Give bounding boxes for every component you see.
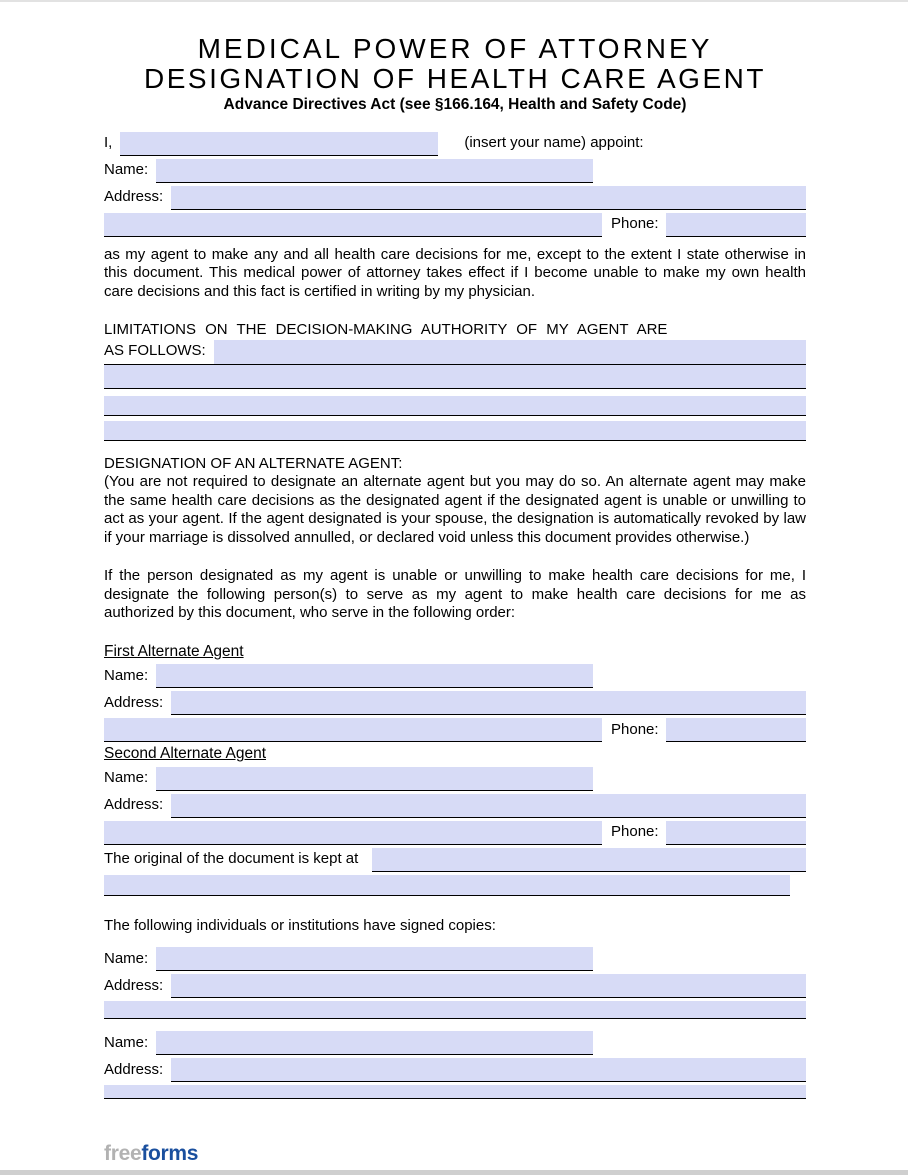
name-label: Name: xyxy=(104,1033,149,1051)
agent-phone-field[interactable] xyxy=(666,213,806,237)
address-label: Address: xyxy=(104,693,164,711)
copy2-block xyxy=(104,1031,806,1099)
logo-forms-text: forms xyxy=(141,1141,199,1165)
page-top-edge xyxy=(0,0,908,2)
address-label: Address: xyxy=(104,1060,164,1078)
agent-address2-field[interactable] xyxy=(104,213,602,237)
limitations-field-1[interactable] xyxy=(214,340,806,364)
alternate-agent-note: (You are not required to designate an alternate agent but you may do so. An alternate agent may make the same health care decisions as the designated agent if the designated agent is unable or unwilling to act as your agent. If the agent designated is your spouse, the designation is automatically revoked by law if your marriage is dissolved annulled, or declared void unless this document provides otherwise.) xyxy=(104,473,806,546)
alternate-agent-heading: DESIGNATION OF AN ALTERNATE AGENT: xyxy=(104,454,403,472)
agent-powers-paragraph: as my agent to make any and all health care decisions for me, except to the extent I state otherwise in this document. This medical power of attorney takes effect if I become unable to make my own health care decisions and this fact is certified in writing by my physician. xyxy=(104,245,806,300)
principal-name-field[interactable] xyxy=(120,132,438,156)
alt1-name-field[interactable] xyxy=(156,664,593,688)
first-alternate-block xyxy=(104,664,806,742)
copy1-address-row xyxy=(104,974,806,998)
alt1-name-row xyxy=(104,664,806,688)
address-label: Address: xyxy=(104,976,164,994)
first-alternate-heading: First Alternate Agent xyxy=(104,642,244,660)
limitations-row-1 xyxy=(104,340,806,365)
kept-at-field-2[interactable] xyxy=(104,875,790,896)
agent-address-field[interactable] xyxy=(171,186,806,210)
logo-free-text: free xyxy=(104,1141,142,1165)
alt2-phone-field[interactable] xyxy=(666,821,806,845)
alt1-phone-field[interactable] xyxy=(666,718,806,742)
form-subtitle: Advance Directives Act (see §166.164, Health and Safety Code) xyxy=(223,96,687,113)
name-label: Name: xyxy=(104,161,149,178)
kept-at-row xyxy=(104,848,806,872)
alt1-phone-row xyxy=(104,718,806,742)
agent-phone-row xyxy=(104,213,806,237)
phone-label: Phone: xyxy=(611,215,659,232)
form-title-line2: DESIGNATION OF HEALTH CARE AGENT xyxy=(144,63,766,94)
agent-name-row xyxy=(104,159,806,183)
copy2-address-row xyxy=(104,1058,806,1082)
phone-label: Phone: xyxy=(611,823,659,840)
copy1-block xyxy=(104,947,806,1019)
name-label: Name: xyxy=(104,949,149,967)
kept-at-label: The original of the document is kept at xyxy=(104,850,359,867)
copy1-name-row xyxy=(104,947,806,971)
phone-label: Phone: xyxy=(611,720,659,738)
name-label: Name: xyxy=(104,769,149,786)
alt2-name-field[interactable] xyxy=(156,767,593,791)
second-alternate-heading: Second Alternate Agent xyxy=(104,745,267,762)
form-title-line1: MEDICAL POWER OF ATTORNEY xyxy=(197,33,713,64)
alternate-order-paragraph: If the person designated as my agent is unable or unwilling to make health care decisions for me, I designate the following person(s) to serve as my agent to make health care decisions for me as authorized by this document, who serve in the following order: xyxy=(104,567,806,621)
alt1-address-field[interactable] xyxy=(171,691,806,715)
address-label: Address: xyxy=(104,188,164,205)
alt1-address-row xyxy=(104,691,806,715)
alt2-phone-row xyxy=(104,821,806,845)
limitations-field-3[interactable] xyxy=(104,396,806,416)
agent-name-field[interactable] xyxy=(156,159,593,183)
copy2-address-field[interactable] xyxy=(171,1058,806,1082)
insert-name-hint: (insert your name) appoint: xyxy=(464,134,644,151)
page-bottom-edge xyxy=(0,1170,908,1175)
alt2-address2-field[interactable] xyxy=(104,821,602,845)
i-label: I, xyxy=(104,134,113,151)
alt2-address-row xyxy=(104,794,806,818)
limitations-field-4[interactable] xyxy=(104,421,806,441)
signed-copies-label: The following individuals or institutions have signed copies: xyxy=(104,916,496,934)
agent-address-row xyxy=(104,186,806,210)
limitations-heading-line1: LIMITATIONS ON THE DECISION-MAKING AUTHORITY OF MY AGENT ARE xyxy=(104,321,668,338)
limitations-field-2[interactable] xyxy=(104,365,806,389)
copy1-name-field[interactable] xyxy=(156,947,593,971)
kept-at-field[interactable] xyxy=(372,848,806,872)
copy1-address2-field[interactable] xyxy=(104,1001,806,1019)
second-alternate-block xyxy=(104,767,806,845)
name-label: Name: xyxy=(104,666,149,684)
address-label: Address: xyxy=(104,796,164,813)
copy2-address2-field[interactable] xyxy=(104,1085,806,1099)
principal-row xyxy=(104,132,806,156)
as-follows-label: AS FOLLOWS: xyxy=(104,342,206,359)
alt2-address-field[interactable] xyxy=(171,794,806,818)
appoint-block xyxy=(104,132,806,237)
freeforms-logo xyxy=(104,1141,199,1165)
form-content xyxy=(0,34,908,1099)
copy2-name-row xyxy=(104,1031,806,1055)
form-header xyxy=(104,34,806,115)
copy1-address-field[interactable] xyxy=(171,974,806,998)
copy2-name-field[interactable] xyxy=(156,1031,593,1055)
alt2-name-row xyxy=(104,767,806,791)
alt1-address2-field[interactable] xyxy=(104,718,602,742)
